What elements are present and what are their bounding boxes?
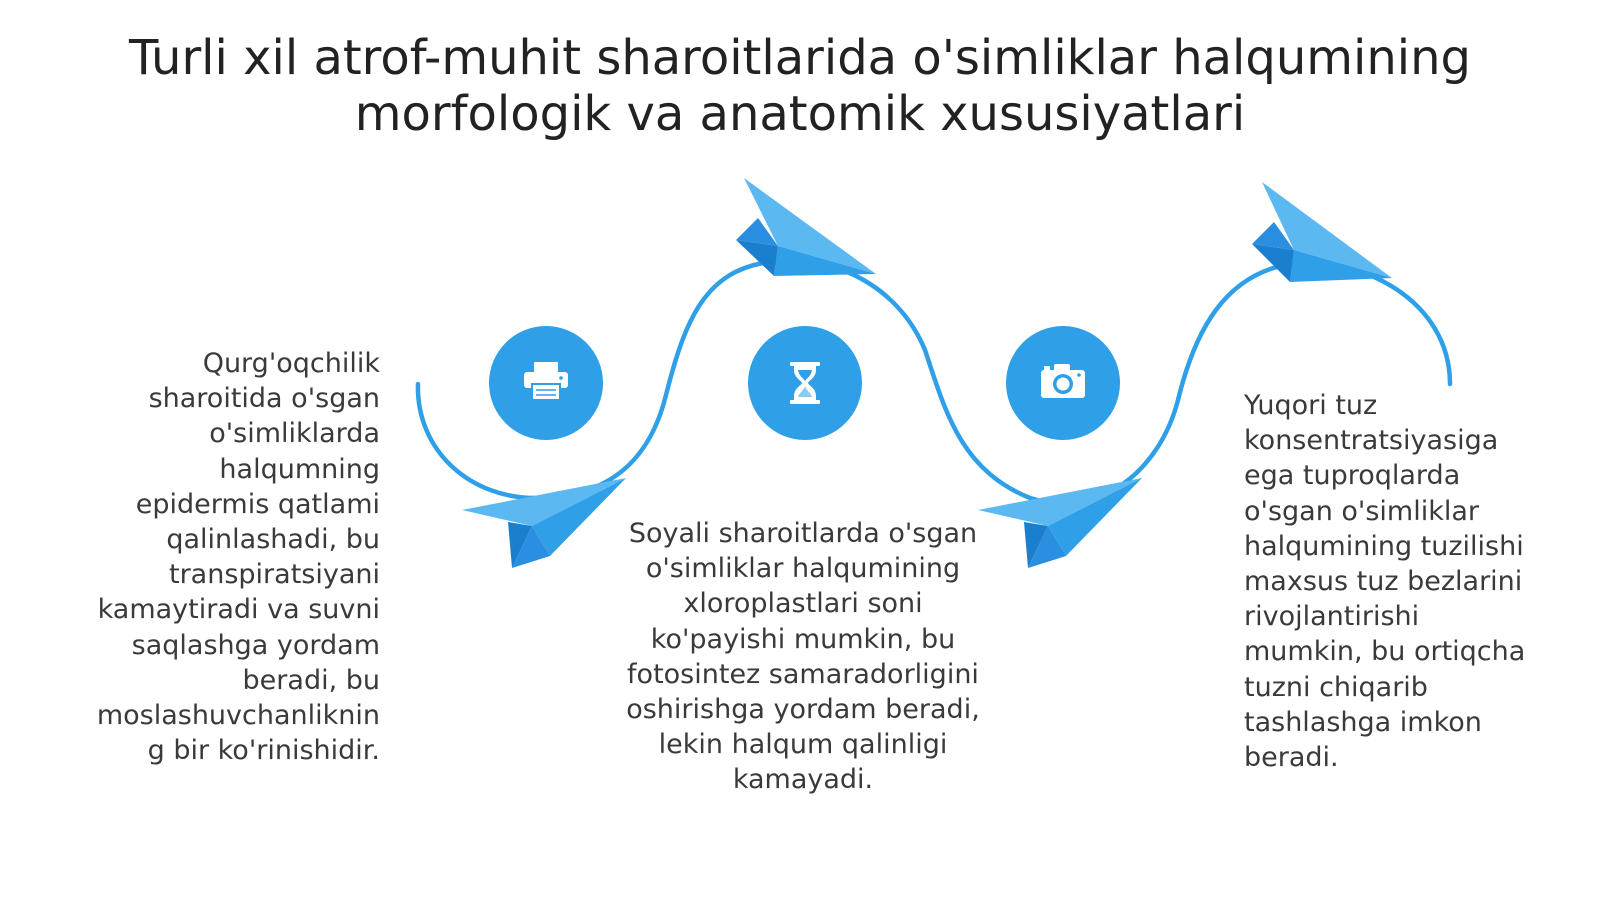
step-2-line: oshirishga yordam beradi,	[626, 694, 980, 726]
step-1-line: qalinlashadi, bu	[166, 524, 380, 556]
step-1-line: saqlashga yordam	[131, 629, 380, 661]
step-3-text	[1244, 388, 1574, 775]
step-2-text	[598, 516, 1008, 798]
step-1-line: Qurg'oqchilik	[202, 348, 380, 379]
step-1-line: beradi, bu	[242, 664, 380, 696]
title-line-1: Turli xil atrof-muhit sharoitlarida o'simliklar halqumining	[128, 30, 1472, 86]
step-3-line: beradi.	[1244, 742, 1339, 774]
step-3-line: rivojlantirishi	[1244, 601, 1420, 633]
step-1-line: g bir ko'rinishidir.	[147, 735, 380, 767]
step-3-line: halqumining tuzilishi	[1244, 530, 1524, 562]
step-2-circle	[748, 326, 862, 440]
step-2-line: xloroplastlari soni	[683, 588, 923, 620]
step-3-line: Yuqori tuz	[1244, 390, 1378, 421]
step-2-line: ko'payishi mumkin, bu	[650, 623, 956, 655]
step-3-line: tashlashga imkon	[1244, 706, 1482, 738]
step-1-line: o'simliklarda	[209, 418, 380, 450]
step-2-line: Soyali sharoitlarda o'sgan	[628, 518, 978, 549]
step-1-line: transpiratsiyani	[169, 559, 380, 591]
step-1-line: sharoitida o'sgan	[148, 383, 380, 415]
step-1-line: kamaytiradi va suvni	[97, 594, 380, 626]
step-3-line: mumkin, bu ortiqcha	[1244, 636, 1526, 668]
step-3-line: maxsus tuz bezlarini	[1244, 566, 1523, 598]
step-1-line: epidermis qatlami	[135, 488, 380, 520]
step-3-line: konsentratsiyasiga	[1244, 425, 1499, 457]
step-1-text	[60, 346, 380, 768]
title-line-2: morfologik va anatomik xususiyatlari	[354, 86, 1246, 142]
step-2-line: o'simliklar halqumining	[645, 553, 961, 585]
step-1-circle	[489, 326, 603, 440]
step-3-circle	[1006, 326, 1120, 440]
step-2-line: lekin halqum qalinligi	[658, 729, 948, 761]
step-3-line: tuzni chiqarib	[1244, 671, 1428, 703]
step-1-line: halqumning	[219, 453, 380, 485]
step-3-line: o'sgan o'simliklar	[1244, 495, 1479, 527]
step-1-line: moslashuvchanliknin	[96, 700, 380, 732]
step-2-line: fotosintez samaradorligini	[627, 658, 979, 690]
paper-plane-2-icon	[736, 178, 876, 276]
step-3-line: ega tuproqlarda	[1244, 460, 1461, 492]
step-2-line: kamayadi.	[732, 764, 874, 796]
